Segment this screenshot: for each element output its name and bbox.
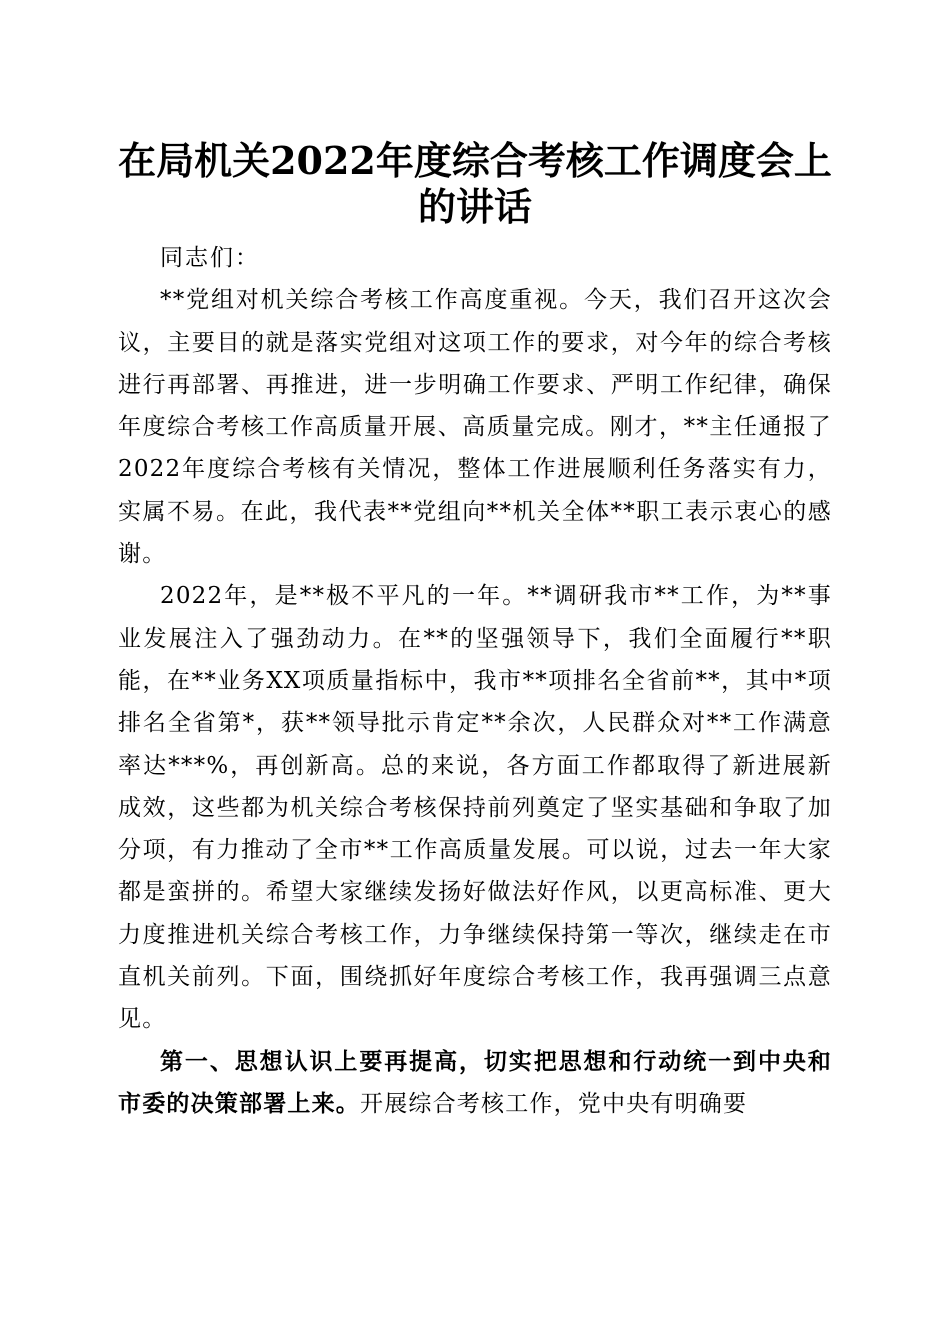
document-body — [118, 237, 832, 1125]
paragraph-review-2022: 2022年，是**极不平凡的一年。**调研我市**工作，为**事业发展注入了强劲动力。在**的坚强领导下，我们全面履行**职能，在**业务XX项质量指标中，我市**项排名全省前**，其中*项排名全省第*，获**领导批示肯定**余次，人民群众对**工作满意率达***%，再创新高。总的来说，各方面工作都取得了新进展新成效，这些都为机关综合考核保持前列奠定了坚实基础和争取了加分项，有力推动了全市**工作高质量发展。可以说，过去一年大家都是蛮拼的。希望大家继续发扬好做法好作风，以更高标准、更大力度推进机关综合考核工作，力争继续保持第一等次，继续走在市直机关前列。下面，围绕抓好年度综合考核工作，我再强调三点意见。 — [118, 583, 832, 1033]
section-one-heading: 第一、思想认识上要再提高，切实把思想和行动统一到中央和市委的决策部署上来。 — [118, 1047, 832, 1117]
paragraph-intro: **党组对机关综合考核工作高度重视。今天，我们召开这次会议，主要目的就是落实党组对这项工作的要求，对今年的综合考核进行再部署、再推进，进一步明确工作要求、严明工作纪律，确保年度综合考核工作高质量开展、高质量完成。刚才，**主任通报了2022年度综合考核有关情况，整体工作进展顺利任务落实有力，实属不易。在此，我代表**党组向**机关全体**职工表示衷心的感谢。 — [118, 287, 832, 568]
section-one-text: 开展综合考核工作，党中央有明确要 — [360, 1090, 748, 1117]
document-title: 在局机关2022年度综合考核工作调度会上的讲话 — [118, 138, 832, 229]
salutation: 同志们： — [160, 245, 260, 271]
paragraph-section-one — [118, 1041, 832, 1126]
